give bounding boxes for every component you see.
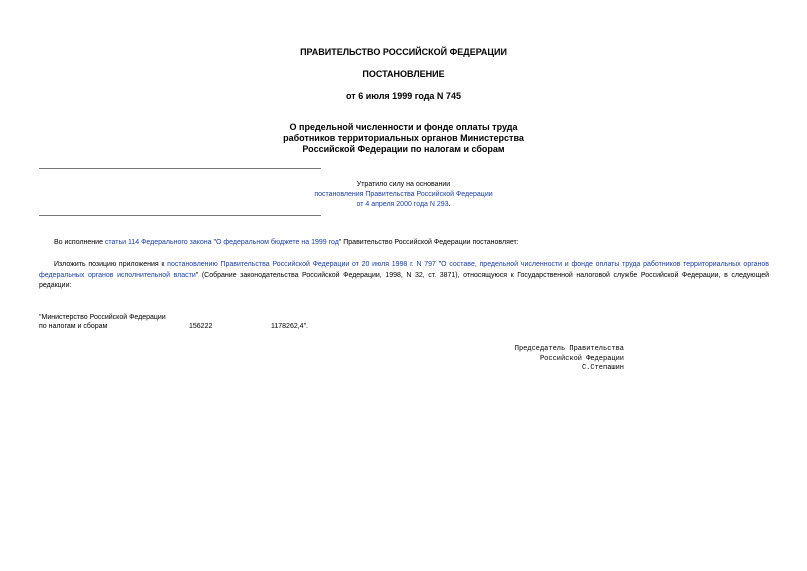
divider-top [39,168,321,169]
document-title-line-3: Российской Федерации по налогам и сборам [302,144,505,154]
link-budget-law[interactable]: О федеральном бюджете на 1999 год [215,239,339,246]
table-row-2-label: по налогам и сборам [39,323,108,330]
document-date-number: от 6 июля 1999 года N 745 [346,91,461,101]
table-row-1-label: "Министерство Российской Федерации [39,314,166,321]
signature-name: С.Степашин [581,364,624,372]
status-link-date[interactable]: от 4 апреля 2000 года N 293 [356,201,449,208]
signature-line-1: Председатель Правительства [514,345,624,353]
paragraph-1: Во исполнение статьи 114 Федерального закона "О федеральном бюджете на 1999 год" Правительство Российской Федерации постановляет: [54,239,519,246]
link-article-114[interactable]: статьи 114 Федерального закона [104,239,212,246]
paragraph-2: Изложить позицию приложения к постановлению Правительства Российской Федерации от 20 июля 1998 г. N 797 "О составе, предельной численности и фонде оплаты труда работников территориальных органов федеральных органов исполнительной власти" (Собрание законодательства Российской Федерации, 1998, N 32, ст. 3871), относящуюся к Государственной налоговой службе Российской Федерации, в следующей редакции: [39,261,770,289]
status-link-line-2[interactable]: постановления Правительства Российской Федерации [314,191,493,198]
status-line-3[interactable]: от 4 апреля 2000 года N 293. [356,201,451,208]
status-line-1: Утратило силу на основании [356,181,451,188]
document-type: ПОСТАНОВЛЕНИЕ [362,69,445,79]
document-title-line-2: работников территориальных органов Министерства [283,133,524,143]
government-heading: ПРАВИТЕЛЬСТВО РОССИЙСКОЙ ФЕДЕРАЦИИ [300,47,507,57]
signature-line-2: Российской Федерации [539,354,624,363]
table-count: 156222 [189,323,213,330]
signature-block [440,345,624,374]
table-fund: 1178262,4". [271,323,308,330]
document-title-line-1: О предельной численности и фонде оплаты труда [289,122,518,132]
link-resolution-797-title[interactable]: О составе, предельной численности и фонде оплаты труда работников территориальных органов федеральных органов исполнительной власти [39,261,769,279]
divider-bottom [39,215,321,216]
link-resolution-797[interactable]: постановлению Правительства Российской Федерации от 20 июля 1998 г. N 797 [167,261,436,268]
